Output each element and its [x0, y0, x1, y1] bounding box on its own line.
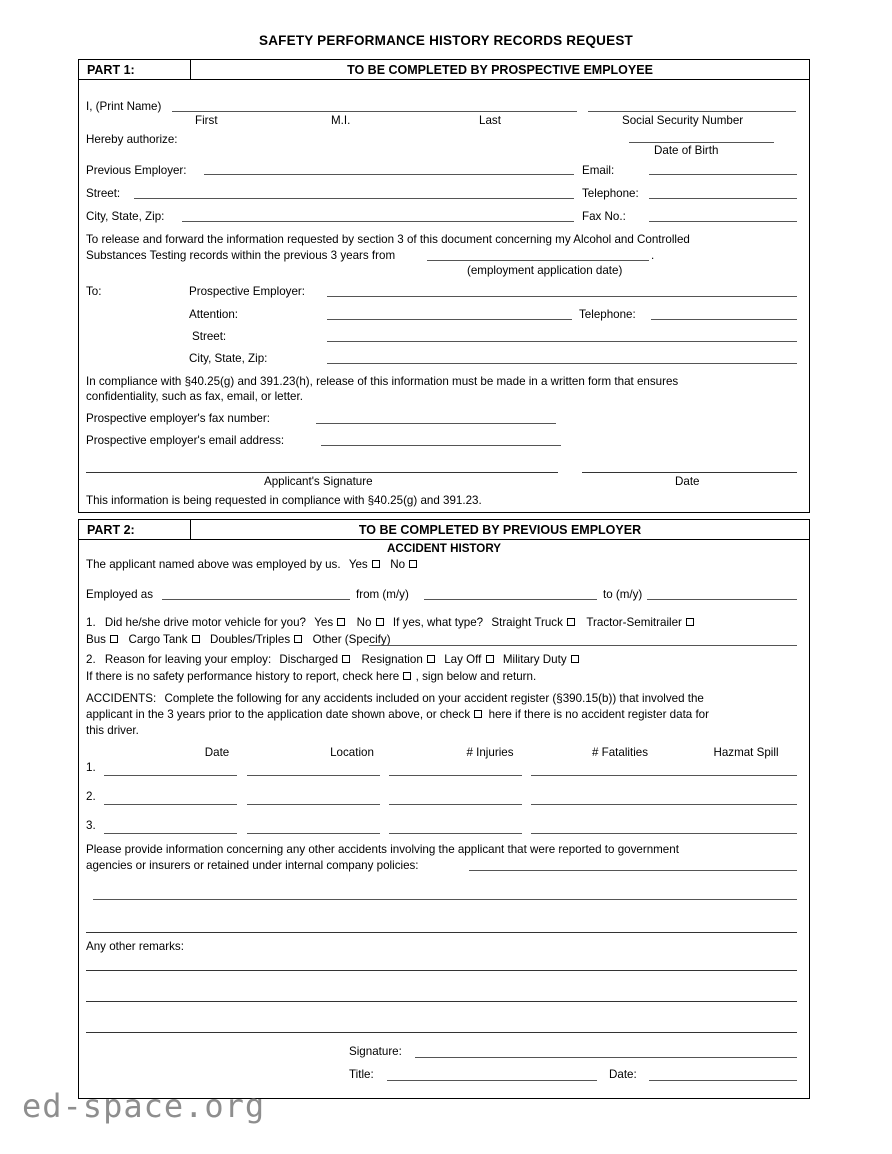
- q2-resignation-label: Resignation: [361, 653, 423, 666]
- table-row-number-2: 2.: [86, 790, 96, 803]
- street-label: Street:: [86, 187, 121, 200]
- email-label: Email:: [582, 164, 615, 177]
- q1-tractor-semitrailer-checkbox[interactable]: [686, 618, 694, 626]
- table-header-fatalities: # Fatalities: [591, 746, 649, 759]
- row2-location-field[interactable]: [247, 804, 380, 805]
- title-field[interactable]: [387, 1080, 597, 1081]
- table-header-injuries: # Injuries: [466, 746, 514, 759]
- release-text-line1: To release and forward the information requested by section 3 of this document concerning my Alcohol and Controlled: [86, 233, 690, 246]
- dob-field[interactable]: [629, 142, 774, 143]
- email-field[interactable]: [649, 174, 797, 175]
- table-header-location: Location: [330, 746, 374, 759]
- to-street-field[interactable]: [327, 341, 797, 342]
- applicant-signature-field[interactable]: [86, 472, 558, 473]
- part2-header: [79, 520, 809, 540]
- accidents-heading: ACCIDENTS:: [86, 692, 157, 705]
- prospective-email-label: Prospective employer's email address:: [86, 434, 285, 447]
- q2-discharged-label: Discharged: [279, 653, 339, 666]
- fax-field[interactable]: [649, 221, 797, 222]
- dob-label: Date of Birth: [654, 144, 719, 157]
- previous-employer-label: Previous Employer:: [86, 164, 187, 177]
- remarks-label: Any other remarks:: [86, 940, 184, 953]
- row2-hazmat-field[interactable]: [664, 804, 797, 805]
- prospective-fax-label: Prospective employer's fax number:: [86, 412, 270, 425]
- employment-application-date-label: (employment application date): [467, 264, 623, 277]
- employed-as-field[interactable]: [162, 599, 350, 600]
- q1-if-yes-text: If yes, what type?: [392, 616, 484, 629]
- row3-fatalities-field[interactable]: [531, 833, 664, 834]
- first-label: First: [195, 114, 218, 127]
- to-city-state-zip-field[interactable]: [327, 363, 797, 364]
- from-label: from (m/y): [356, 588, 409, 601]
- q1-straight-truck-label: Straight Truck: [491, 616, 563, 629]
- q2-resignation-checkbox[interactable]: [427, 655, 435, 663]
- telephone-label: Telephone:: [582, 187, 639, 200]
- table-header-hazmat: Hazmat Spill: [713, 746, 779, 759]
- watermark: ed-space.org: [22, 1087, 266, 1125]
- other-accidents-field-3[interactable]: [86, 932, 797, 933]
- question-2-line1: [86, 653, 580, 667]
- part2-title: TO BE COMPLETED BY PREVIOUS EMPLOYER: [358, 522, 642, 537]
- row3-location-field[interactable]: [247, 833, 380, 834]
- ssn-field[interactable]: [588, 111, 796, 112]
- date-field[interactable]: [649, 1080, 797, 1081]
- accidents-line2: [86, 708, 709, 722]
- to-label: To:: [86, 285, 102, 298]
- applicant-date-label: Date: [675, 475, 700, 488]
- from-field[interactable]: [424, 599, 597, 600]
- remarks-field-1[interactable]: [86, 970, 797, 971]
- hereby-authorize-label: Hereby authorize:: [86, 133, 178, 146]
- employed-no-checkbox[interactable]: [409, 560, 417, 568]
- q1-straight-truck-checkbox[interactable]: [567, 618, 575, 626]
- city-state-zip-label: City, State, Zip:: [86, 210, 165, 223]
- q2-no-history-checkbox[interactable]: [403, 672, 411, 680]
- part1-body: [79, 80, 809, 513]
- signature-field[interactable]: [415, 1057, 797, 1058]
- part1-footer-note: This information is being requested in compliance with §40.25(g) and 391.23.: [86, 494, 482, 507]
- other-accidents-field-1[interactable]: [469, 870, 797, 871]
- q2-text: Reason for leaving your employ:: [104, 653, 272, 666]
- part1-header: [79, 60, 809, 80]
- prospective-employer-label: Prospective Employer:: [189, 285, 305, 298]
- row3-injuries-field[interactable]: [389, 833, 522, 834]
- row2-date-field[interactable]: [104, 804, 237, 805]
- accidents-line1: [86, 692, 704, 706]
- accidents-text-a: Complete the following for any accidents included on your accident register (§390.15(b)) that involved the: [164, 692, 704, 705]
- remarks-field-3[interactable]: [86, 1032, 797, 1033]
- part2-label: PART 2:: [79, 520, 191, 539]
- remarks-field-2[interactable]: [86, 1001, 797, 1002]
- fax-label: Fax No.:: [582, 210, 626, 223]
- telephone-field[interactable]: [649, 198, 797, 199]
- compliance-line1: In compliance with §40.25(g) and 391.23(h), release of this information must be made in a written form that ensures: [86, 375, 679, 388]
- accidents-line3: this driver.: [86, 724, 139, 737]
- street-field[interactable]: [134, 198, 574, 199]
- row1-location-field[interactable]: [247, 775, 380, 776]
- city-state-zip-field[interactable]: [182, 221, 574, 222]
- part1-title: TO BE COMPLETED BY PROSPECTIVE EMPLOYEE: [347, 62, 653, 77]
- title-label: Title:: [349, 1068, 374, 1081]
- q1-bus-label: Bus: [86, 633, 106, 646]
- to-field[interactable]: [647, 599, 797, 600]
- accidents-no-register-checkbox[interactable]: [474, 710, 482, 718]
- q1-yes-label: Yes: [314, 616, 334, 629]
- accident-history-heading: ACCIDENT HISTORY: [386, 542, 501, 555]
- last-label: Last: [479, 114, 501, 127]
- prospective-email-field[interactable]: [321, 445, 561, 446]
- q2-layoff-checkbox[interactable]: [486, 655, 494, 663]
- q1-text: Did he/she drive motor vehicle for you?: [104, 616, 306, 629]
- q2-note-a: If there is no safety performance history to report, check here: [86, 670, 400, 683]
- previous-employer-field[interactable]: [204, 174, 574, 175]
- applicant-date-field[interactable]: [582, 472, 797, 473]
- row1-date-field[interactable]: [104, 775, 237, 776]
- other-accidents-field-2[interactable]: [93, 899, 797, 900]
- other-accidents-line2: agencies or insurers or retained under internal company policies:: [86, 859, 419, 872]
- accidents-text-b: applicant in the 3 years prior to the application date shown above, or check: [86, 708, 471, 721]
- row1-injuries-field[interactable]: [389, 775, 522, 776]
- employed-yes-checkbox[interactable]: [372, 560, 380, 568]
- q2-military-label: Military Duty: [502, 653, 567, 666]
- accidents-text-c: here if there is no accident register data for: [488, 708, 709, 721]
- to-my-label: to (m/y): [603, 588, 643, 601]
- applicant-signature-label: Applicant's Signature: [264, 475, 373, 488]
- row3-date-field[interactable]: [104, 833, 237, 834]
- to-telephone-field[interactable]: [651, 319, 797, 320]
- q2-discharged-checkbox[interactable]: [342, 655, 350, 663]
- q1-tractor-semitrailer-label: Tractor-Semitrailer: [586, 616, 682, 629]
- employed-yes-label: Yes: [348, 558, 368, 571]
- table-row-number-1: 1.: [86, 761, 96, 774]
- q1-doubles-triples-checkbox[interactable]: [294, 635, 302, 643]
- q1-other-field[interactable]: [369, 645, 797, 646]
- q1-no-label: No: [356, 616, 372, 629]
- prospective-fax-field[interactable]: [316, 423, 556, 424]
- table-header-date: Date: [204, 746, 230, 759]
- question-1-line1: [86, 616, 695, 630]
- row2-injuries-field[interactable]: [389, 804, 522, 805]
- q2-number: 2.: [86, 653, 96, 666]
- row1-hazmat-field[interactable]: [664, 775, 797, 776]
- q1-no-checkbox[interactable]: [376, 618, 384, 626]
- mi-label: M.I.: [331, 114, 351, 127]
- q1-number: 1.: [86, 616, 96, 629]
- page-title: SAFETY PERFORMANCE HISTORY RECORDS REQUEST: [259, 33, 633, 48]
- part1-box: [78, 59, 810, 513]
- q1-bus-checkbox[interactable]: [110, 635, 118, 643]
- q2-note-b: , sign below and return.: [415, 670, 537, 683]
- employed-by-us-question: [86, 558, 418, 572]
- q1-cargo-tank-checkbox[interactable]: [192, 635, 200, 643]
- question-1-line2: [86, 633, 391, 647]
- part1-label: PART 1:: [79, 60, 191, 79]
- q1-cargo-tank-label: Cargo Tank: [128, 633, 188, 646]
- release-text-line2: Substances Testing records within the previous 3 years from: [86, 249, 396, 262]
- attention-label: Attention:: [189, 308, 238, 321]
- attention-field[interactable]: [327, 319, 572, 320]
- employed-no-label: No: [390, 558, 406, 571]
- signature-label: Signature:: [349, 1045, 402, 1058]
- print-name-label: I, (Print Name): [86, 100, 162, 113]
- row1-fatalities-field[interactable]: [531, 775, 664, 776]
- compliance-line2: confidentiality, such as fax, email, or letter.: [86, 390, 303, 403]
- table-row-number-3: 3.: [86, 819, 96, 832]
- print-name-field[interactable]: [172, 111, 577, 112]
- q1-doubles-triples-label: Doubles/Triples: [210, 633, 291, 646]
- ssn-label: Social Security Number: [622, 114, 744, 127]
- q2-military-checkbox[interactable]: [571, 655, 579, 663]
- to-city-state-zip-label: City, State, Zip:: [189, 352, 268, 365]
- row2-fatalities-field[interactable]: [531, 804, 664, 805]
- q2-layoff-label: Lay Off: [444, 653, 482, 666]
- date-label: Date:: [609, 1068, 637, 1081]
- to-telephone-label: Telephone:: [579, 308, 636, 321]
- employed-by-us-text: The applicant named above was employed by us.: [86, 558, 341, 571]
- prospective-employer-field[interactable]: [327, 296, 797, 297]
- other-accidents-line1: Please provide information concerning any other accidents involving the applicant that were reported to government: [86, 843, 679, 856]
- to-street-label: Street:: [192, 330, 227, 343]
- employed-as-label: Employed as: [86, 588, 154, 601]
- employment-application-date-field[interactable]: [427, 260, 649, 261]
- q1-yes-checkbox[interactable]: [337, 618, 345, 626]
- part2-body: [79, 540, 809, 1099]
- part2-box: [78, 519, 810, 1099]
- release-text-period: .: [651, 249, 655, 262]
- question-2-line2: [86, 670, 536, 684]
- row3-hazmat-field[interactable]: [664, 833, 797, 834]
- q1-other-label: Other (Specify): [312, 633, 391, 646]
